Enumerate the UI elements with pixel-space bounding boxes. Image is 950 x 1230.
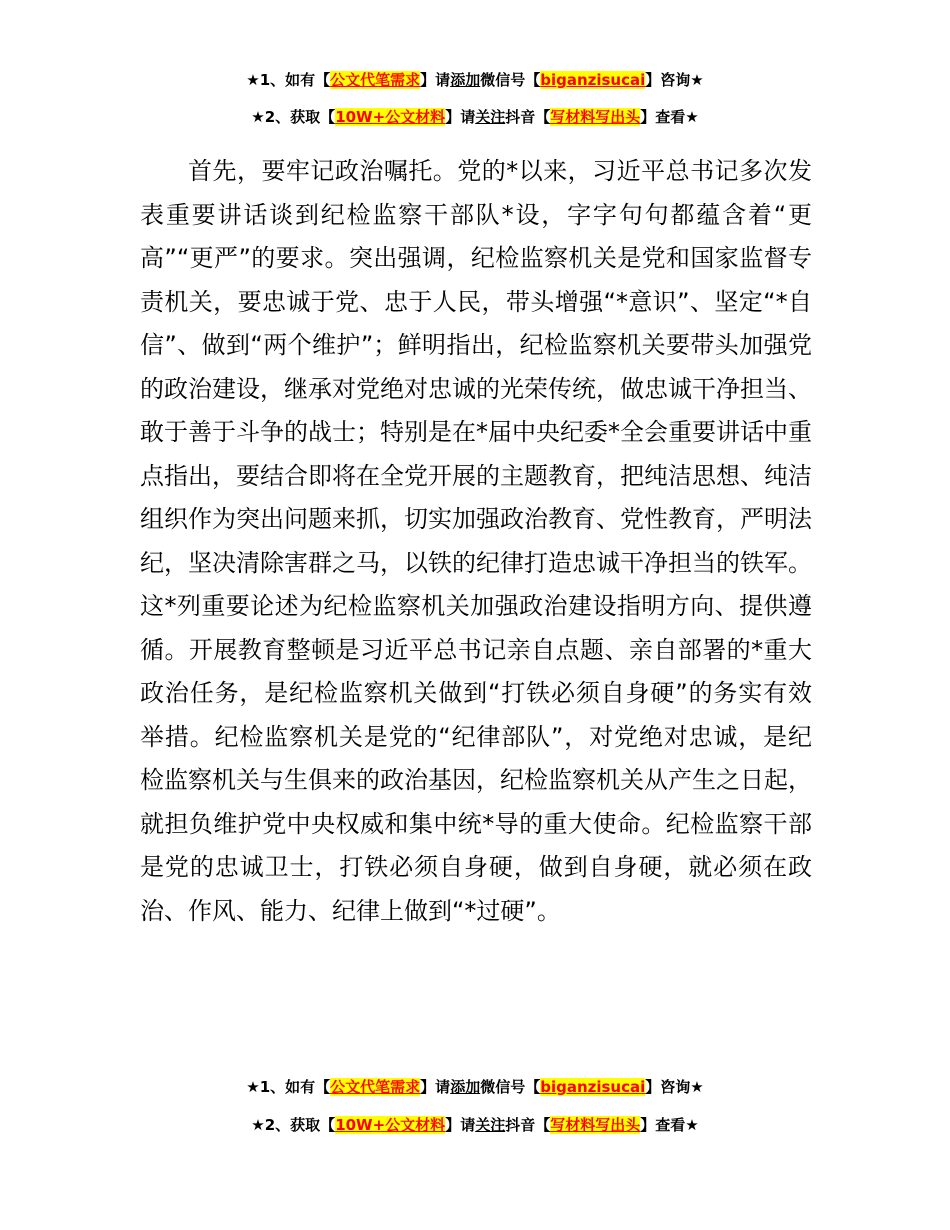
promo-text: ★2、获取【 [251,1116,336,1134]
promo-text: 】请 [420,1078,451,1096]
promo-highlight-wechat-id: biganzisucai [540,1078,646,1096]
promo-text: ★1、如有【 [246,1078,331,1096]
promo-text: 】咨询★ [645,71,704,89]
promo-text: 】咨询★ [645,1078,704,1096]
promo-text: 抖音【 [505,1116,551,1134]
promo-text: 】请 [445,108,476,126]
promo-text: 】请 [445,1116,476,1134]
promo-text: 】查看★ [640,1116,699,1134]
promo-text: 】查看★ [640,108,699,126]
header-promo-line-1 [0,69,950,91]
promo-highlight-service: 公文代笔需求 [330,1078,421,1096]
promo-highlight-materials: 10W+公文材料 [335,1116,446,1134]
promo-underlined-word: 添加 [450,71,481,89]
promo-text: 】请 [420,71,451,89]
footer-promo-line-1 [0,1076,950,1098]
promo-highlight-wechat-id: biganzisucai [540,71,646,89]
body-paragraph: 首先，要牢记政治嘱托。党的*以来，习近平总书记多次发表重要讲话谈到纪检监察干部队*设，字字句句都蕴含着“更高”“更严”的要求。突出强调，纪检监察机关是党和国家监督专责机关，要忠诚于党、忠于人民，带头增强“*意识”、坚定“*自信”、做到“两个维护”；鲜明指出，纪检监察机关要带头加强党的政治建设，继承对党绝对忠诚的光荣传统，做忠诚干净担当、敢于善于斗争的战士；特别是在*届中央纪委*全会重要讲话中重点指出，要结合即将在全党开展的主题教育，把纯洁思想、纯洁组织作为突出问题来抓，切实加强政治教育、党性教育，严明法纪，坚决清除害群之马，以铁的纪律打造忠诚干净担当的铁军。这*列重要论述为纪检监察机关加强政治建设指明方向、提供遵循。开展教育整顿是习近平总书记亲自点题、亲自部署的*重大政治任务，是纪检监察机关做到“打铁必须自身硬”的务实有效举措。纪检监察机关是党的“纪律部队”，对党绝对忠诚，是纪检监察机关与生俱来的政治基因，纪检监察机关从产生之日起，就担负维护党中央权威和集中统*导的重大使命。纪检监察干部是党的忠诚卫士，打铁必须自身硬，做到自身硬，就必须在政治、作风、能力、纪律上做到“*过硬”。 [140,157,812,925]
promo-underlined-word: 添加 [450,1078,481,1096]
promo-text: 微信号【 [480,71,541,89]
promo-text: ★1、如有【 [246,71,331,89]
promo-text: ★2、获取【 [251,108,336,126]
promo-highlight-service: 公文代笔需求 [330,71,421,89]
header-promo-line-2 [0,106,950,128]
promo-highlight-douyin-account: 写材料写出头 [550,108,641,126]
promo-text: 微信号【 [480,1078,541,1096]
promo-highlight-materials: 10W+公文材料 [335,108,446,126]
promo-underlined-word: 关注 [475,108,506,126]
promo-underlined-word: 关注 [475,1116,506,1134]
footer-promo-line-2 [0,1114,950,1136]
promo-highlight-douyin-account: 写材料写出头 [550,1116,641,1134]
promo-text: 抖音【 [505,108,551,126]
